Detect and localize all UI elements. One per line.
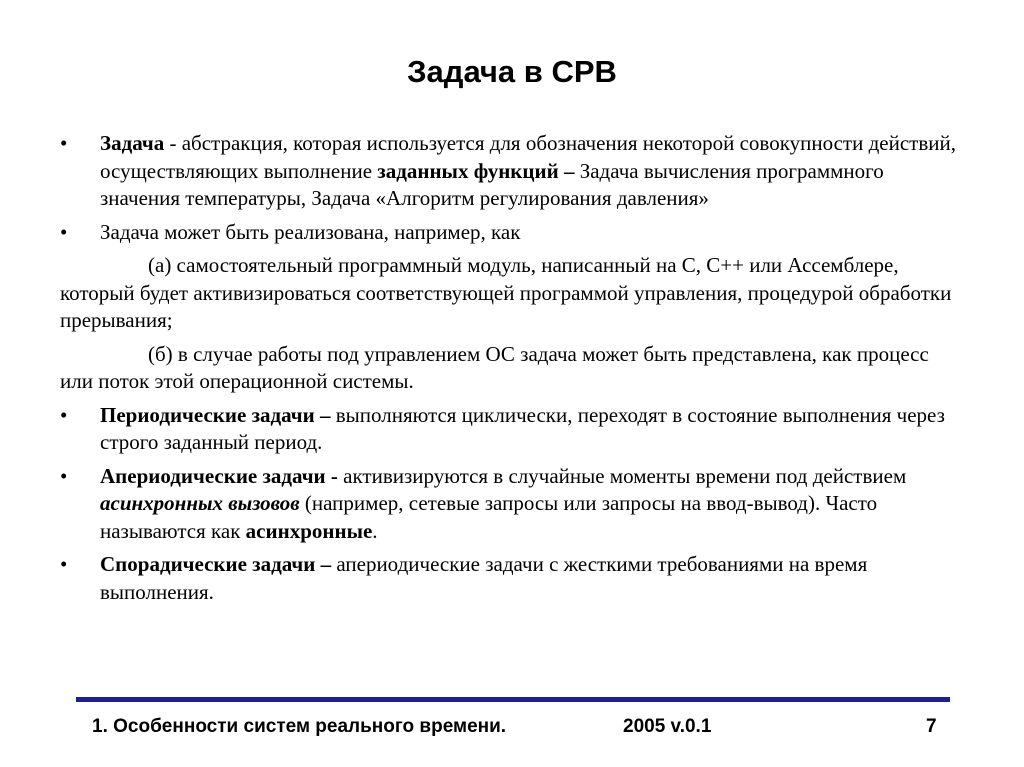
task-definition-text: - абстракция, которая используется для обозначения некоторой совокупности действий, осуществляющих выполнение (100, 131, 956, 183)
task-implementation-text: Задача может быть реализована, например, как (100, 219, 521, 244)
aperiodic-tasks-end: . (372, 518, 378, 543)
bullet-task-definition (60, 130, 960, 213)
bullet-marker: • (60, 219, 68, 244)
term-sporadic-tasks: Спорадические задачи – (100, 552, 332, 576)
term-given-functions: заданных функций – (377, 158, 575, 183)
subpoint-a: (а) самостоятельный программный модуль, написанный на C, C++ или Ассемблере, который будет активизироваться соответствующей программой управления, процедурой обработки прерывания; (60, 253, 952, 332)
bullet-sporadic-tasks (60, 551, 960, 606)
bullet-aperiodic-tasks (60, 463, 960, 546)
task-examples-text: Задача вычисления программного значения температуры, Задача «Алгоритм регулирования давления» (100, 158, 884, 210)
subpoint-b: (б) в случае работы под управлением ОС задача может быть представлена, как процесс или поток этой операционной системы. (60, 341, 929, 393)
bullet-periodic-tasks (60, 402, 960, 457)
term-periodic-tasks: Периодические задачи – (100, 402, 331, 427)
sporadic-tasks-text: апериодические задачи с жесткими требованиями на время выполнения. (100, 552, 868, 604)
footer-section-title: 1. Особенности систем реального времени. (92, 716, 507, 737)
bullet-marker: • (60, 131, 68, 155)
term-task: Задача (100, 131, 165, 155)
footer-version: 2005 v.0.1 (623, 716, 712, 737)
aperiodic-tasks-text-2: (например, сетевые запросы или запросы на ввод-вывод). Часто называются как (100, 491, 878, 543)
slide-title: Задача в СРВ (407, 54, 617, 89)
bullet-marker: • (60, 463, 68, 488)
slide-content (60, 130, 960, 612)
aperiodic-tasks-text: активизируются в случайные моменты времени под действием (337, 463, 907, 488)
bullet-marker: • (60, 402, 68, 427)
term-async-calls: асинхронных вызовов (100, 491, 300, 515)
bullet-task-implementation (60, 219, 960, 247)
footer-divider (76, 697, 950, 702)
term-asynchronous: асинхронные (245, 518, 373, 543)
periodic-tasks-text: выполняются циклически, переходят в состояние выполнения через строго заданный период. (100, 402, 945, 454)
term-aperiodic-tasks: Апериодические задачи - (100, 463, 338, 488)
footer-page-number: 7 (926, 716, 937, 737)
bullet-marker: • (60, 552, 68, 576)
